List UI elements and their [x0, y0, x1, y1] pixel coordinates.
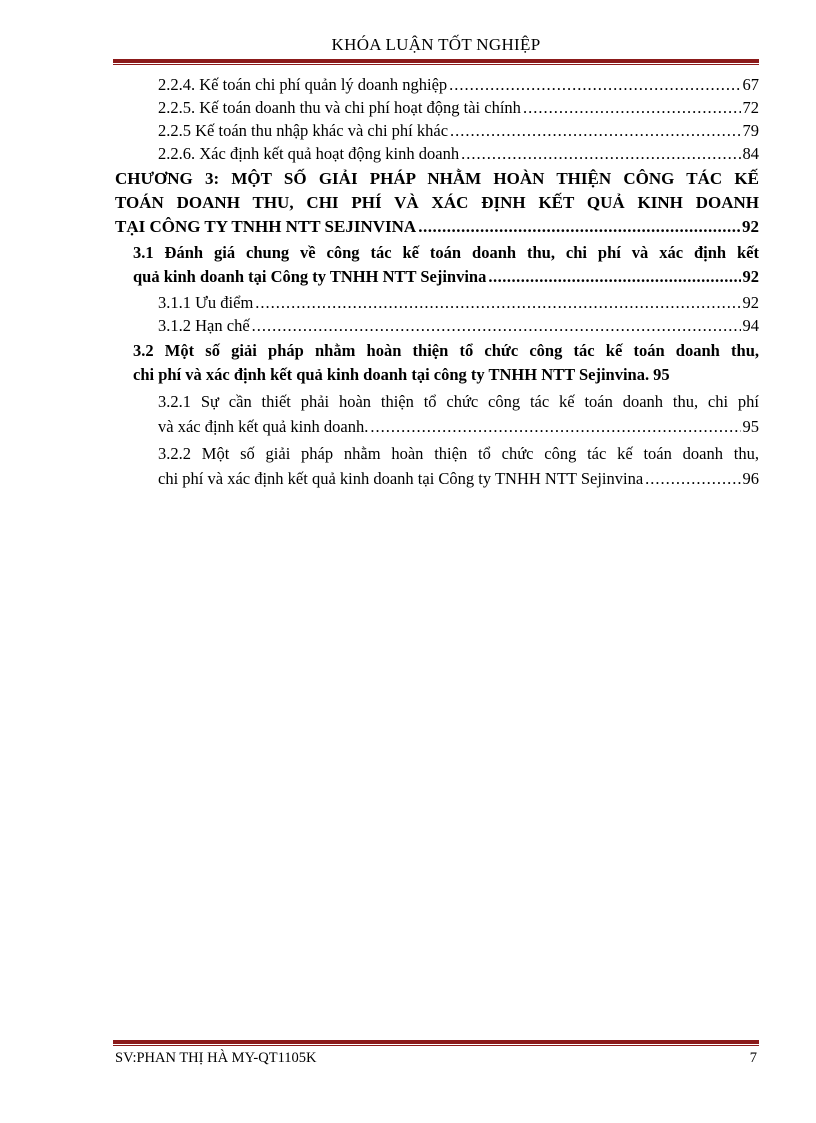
toc-entry-3-1-1[interactable] [158, 291, 759, 314]
header-rule [113, 59, 759, 65]
leader-dots [252, 314, 741, 337]
toc-entry-2-2-4[interactable] [158, 73, 759, 96]
toc-entry-text-line2: TOÁN DOANH THU, CHI PHÍ VÀ XÁC ĐỊNH KẾT QUẢ KINH DOANH [115, 193, 759, 212]
toc-page-number: 92 [742, 267, 759, 286]
leader-dots [523, 96, 741, 119]
leader-dots [450, 119, 740, 142]
toc-page-number: 72 [742, 98, 759, 117]
toc-page-number: 95 [653, 365, 670, 384]
toc-entry-text-line2: và xác định kết quả kinh doanh. [158, 417, 369, 436]
footer-rule [113, 1040, 759, 1046]
toc-entry-text-line2: quả kinh doanh tại Công ty TNHH NTT Sejinvina [133, 267, 487, 286]
toc-entry-3-2-1[interactable] [158, 389, 759, 439]
leader-dots [449, 73, 740, 96]
toc-page-number: 96 [742, 469, 759, 488]
footer-student-name: SV:PHAN THỊ HÀ MY-QT1105K [115, 1050, 317, 1066]
toc-entry-text-line1: 3.2.1 Sự cần thiết phải hoàn thiện tổ chức công tác kế toán doanh thu, chi phí [158, 392, 759, 411]
table-of-contents [113, 73, 759, 491]
leader-dots [461, 142, 740, 165]
toc-entry-chapter-3[interactable] [115, 167, 759, 239]
toc-page-number: 94 [742, 316, 759, 335]
toc-entry-text-line2: chi phí và xác định kết quả kinh doanh tại công ty TNHH NTT Sejinvina. [133, 365, 650, 384]
toc-entry-text: 2.2.6. Xác định kết quả hoạt động kinh doanh [158, 144, 460, 163]
toc-entry-text-line1: 3.1 Đánh giá chung về công tác kế toán doanh thu, chi phí và xác định kết [133, 243, 759, 262]
footer-page-number: 7 [749, 1050, 757, 1066]
toc-entry-text: 2.2.5. Kế toán doanh thu và chi phí hoạt động tài chính [158, 98, 521, 117]
toc-entry-3-2[interactable] [133, 339, 759, 387]
toc-entry-text-line2: chi phí và xác định kết quả kinh doanh tại Công ty TNHH NTT Sejinvina [158, 469, 644, 488]
toc-entry-text: 3.1.1 Ưu điểm [158, 293, 254, 312]
toc-entry-3-2-2[interactable] [158, 441, 759, 491]
toc-entry-2-2-6[interactable] [158, 142, 759, 165]
toc-page-number: 67 [742, 75, 759, 94]
toc-entry-text: 2.2.4. Kế toán chi phí quản lý doanh nghiệp [158, 75, 448, 94]
toc-page-number: 79 [742, 121, 759, 140]
leader-dots [255, 291, 740, 314]
leader-dots [370, 414, 740, 439]
leader-dots [645, 466, 740, 491]
toc-entry-3-1[interactable] [133, 241, 759, 289]
toc-entry-2-2-5-other[interactable] [158, 119, 759, 142]
toc-entry-text-line3: TẠI CÔNG TY TNHH NTT SEJINVINA [115, 217, 417, 236]
page-footer [113, 1040, 759, 1067]
toc-page-number: 92 [742, 217, 759, 236]
toc-entry-3-1-2[interactable] [158, 314, 759, 337]
toc-page-number: 95 [742, 417, 759, 436]
toc-entry-text: 2.2.5 Kế toán thu nhập khác và chi phí khác [158, 121, 449, 140]
toc-entry-text: 3.1.2 Hạn chế [158, 316, 250, 335]
leader-dots [488, 265, 740, 289]
toc-entry-text-line1: 3.2 Một số giải pháp nhằm hoàn thiện tổ chức công tác kế toán doanh thu, [133, 341, 759, 360]
leader-dots [418, 215, 740, 239]
document-title: KHÓA LUẬN TỐT NGHIỆP [331, 35, 541, 54]
toc-entry-2-2-5-finance[interactable] [158, 96, 759, 119]
toc-entry-text-line1: CHƯƠNG 3: MỘT SỐ GIẢI PHÁP NHẰM HOÀN THIỆN CÔNG TÁC KẾ [115, 169, 759, 188]
toc-page-number: 92 [742, 293, 759, 312]
toc-page-number: 84 [742, 144, 759, 163]
page-header [113, 34, 759, 65]
toc-entry-text-line1: 3.2.2 Một số giải pháp nhằm hoàn thiện tổ chức công tác kế toán doanh thu, [158, 444, 759, 463]
